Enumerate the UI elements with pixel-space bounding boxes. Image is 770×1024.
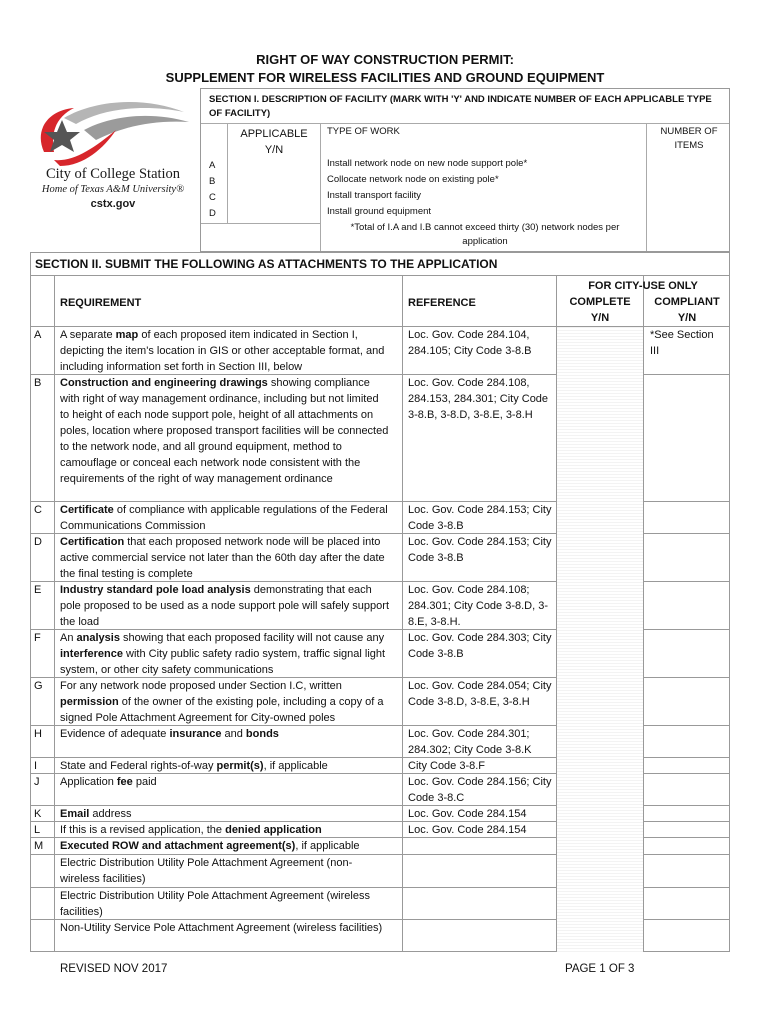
req-letter-a: A: [34, 329, 42, 341]
city-logo-emblem-icon: [24, 100, 202, 170]
ref-denied-application: Loc. Gov. Code 284.154: [408, 824, 527, 836]
compliant-note-line1: *See Section: [650, 329, 714, 341]
ref-insurance: Loc. Gov. Code 284.301; 284.302; City Code 3-8.K: [408, 728, 532, 756]
req-agreements: Executed ROW and attachment agreement(s), if applicable: [60, 840, 360, 852]
city-logo: [24, 100, 202, 220]
req-letter-c: C: [34, 504, 42, 516]
req-certification: Certification that each proposed network node will be placed into active commercial service not later than the 60th day after the date the final testing is complete: [60, 536, 385, 580]
sub-row-non-utility-wireless: Non-Utility Service Pole Attachment Agreement (wireless facilities): [60, 922, 383, 934]
permit-title: RIGHT OF WAY CONSTRUCTION PERMIT:: [256, 52, 514, 67]
sub-row-electric-wireless: Electric Distribution Utility Pole Attachment Agreement (wireless facilities): [60, 890, 370, 918]
sub-row-electric-non-wireless: Electric Distribution Utility Pole Attachment Agreement (non-wireless facilities): [60, 857, 353, 885]
ref-pole-load: Loc. Gov. Code 284.108; 284.301; City Code 3-8.D, 3-8.E, 3-8.H.: [408, 584, 549, 628]
col-applicable-yn: Y/N: [264, 144, 284, 156]
col-compliant: COMPLIANT: [654, 296, 720, 308]
col-reference: REFERENCE: [408, 297, 476, 309]
req-letter-e: E: [34, 584, 42, 596]
req-letter-k: K: [34, 808, 42, 820]
req-letter-h: H: [34, 728, 42, 740]
ref-fee: Loc. Gov. Code 284.156; City Code 3-8.C: [408, 776, 552, 804]
logo-tagline: Home of Texas A&M University®: [41, 184, 185, 195]
req-denied-application: If this is a revised application, the denied application: [60, 824, 322, 836]
req-letter-d: D: [34, 536, 42, 548]
city-use-only-header: FOR CITY-USE ONLY: [588, 280, 698, 292]
compliant-note-line2: III: [650, 345, 660, 357]
req-interference: An analysis showing that each proposed facility will not cause any interference with City public safety radio system, traffic signal light system, or other city safety communications: [60, 632, 386, 676]
row-letter-c: C: [209, 192, 216, 203]
req-letter-i: I: [34, 760, 38, 772]
req-map: A separate map of each proposed item indicated in Section I, depicting the item's location in GIS or other acceptable format, and including information set forth in Section III, below: [60, 329, 385, 373]
logo-website: cstx.gov: [90, 198, 136, 210]
footer-page-number: PAGE 1 OF 3: [565, 963, 635, 975]
req-letter-m: M: [34, 840, 44, 852]
ref-email: Loc. Gov. Code 284.154: [408, 808, 527, 820]
req-letter-b: B: [34, 377, 42, 389]
ref-interference: Loc. Gov. Code 284.303; City Code 3-8.B: [408, 632, 552, 660]
col-complete: COMPLETE: [569, 296, 631, 308]
row-letter-a: A: [209, 160, 216, 171]
ref-map: Loc. Gov. Code 284.104, 284.105; City Code 3-8.B: [408, 329, 532, 357]
col-requirement: REQUIREMENT: [60, 297, 142, 309]
total-note-line2: application: [462, 236, 508, 247]
row-letter-d: D: [209, 208, 216, 219]
col-type-of-work: TYPE OF WORK: [327, 126, 400, 137]
col-applicable: APPLICABLE: [240, 128, 308, 140]
ref-certification: Loc. Gov. Code 284.153; City Code 3-8.B: [408, 536, 552, 564]
req-drawings: Construction and engineering drawings showing compliance with right of way management ordinance, including but not limited to height of each node support pole, height of all attachments on poles, location where proposed transport facilities will be connected to the network node, and all ground equipment, method to camouflage or conceal each network node consistent with the requirements of the right of way management ordinance: [60, 377, 389, 485]
ref-permits: City Code 3-8.F: [408, 760, 486, 772]
total-note-line1: *Total of I.A and I.B cannot exceed thirty (30) network nodes per: [350, 222, 620, 233]
type-ground-equipment: Install ground equipment: [327, 206, 432, 217]
section-1-box: [200, 88, 730, 252]
req-letter-j: J: [34, 776, 40, 788]
req-fee: Application fee paid: [60, 776, 157, 788]
ref-drawings: Loc. Gov. Code 284.108, 284.153, 284.301; City Code 3-8.B, 3-8.D, 3-8.E, 3-8.H: [408, 377, 549, 421]
req-insurance: Evidence of adequate insurance and bonds: [60, 728, 279, 740]
type-collocate: Collocate network node on existing pole*: [327, 174, 499, 185]
section-1-heading: SECTION I. DESCRIPTION OF FACILITY (MARK WITH 'Y' AND INDICATE NUMBER OF EACH APPLICABLE TYPE OF FACILITY): [209, 94, 712, 119]
req-pole-load: Industry standard pole load analysis demonstrating that each pole proposed to be used as a node support pole will safely support the load: [60, 584, 389, 628]
req-letter-l: L: [34, 824, 41, 836]
req-certificate: Certificate of compliance with applicable regulations of the Federal Communications Commission: [60, 504, 388, 532]
req-letter-f: F: [34, 632, 41, 644]
row-letter-b: B: [209, 176, 216, 187]
req-letter-g: G: [34, 680, 43, 692]
logo-city-name: City of College Station: [45, 166, 181, 182]
col-compliant-yn: Y/N: [677, 312, 697, 324]
req-permits: State and Federal rights-of-way permit(s), if applicable: [60, 760, 328, 772]
req-email: Email address: [60, 808, 132, 820]
type-transport: Install transport facility: [327, 190, 421, 201]
permit-subtitle: SUPPLEMENT FOR WIRELESS FACILITIES AND GROUND EQUIPMENT: [165, 70, 605, 85]
type-new-pole: Install network node on new node support pole*: [327, 158, 528, 169]
section-2-title: SECTION II. SUBMIT THE FOLLOWING AS ATTACHMENTS TO THE APPLICATION: [35, 257, 498, 271]
ref-permission: Loc. Gov. Code 284.054; City Code 3-8.D, 3-8.E, 3-8.H: [408, 680, 552, 708]
req-permission: For any network node proposed under Section I.C, written permission of the owner of the existing pole, including a copy of a signed Pole Attachment Agreement for City-owned poles: [60, 680, 384, 724]
footer-revised: REVISED NOV 2017: [60, 963, 168, 975]
col-number-line1: NUMBER OF: [660, 126, 718, 137]
col-number-line2: ITEMS: [674, 140, 704, 151]
col-complete-yn: Y/N: [590, 312, 610, 324]
ref-certificate: Loc. Gov. Code 284.153; City Code 3-8.B: [408, 504, 552, 532]
